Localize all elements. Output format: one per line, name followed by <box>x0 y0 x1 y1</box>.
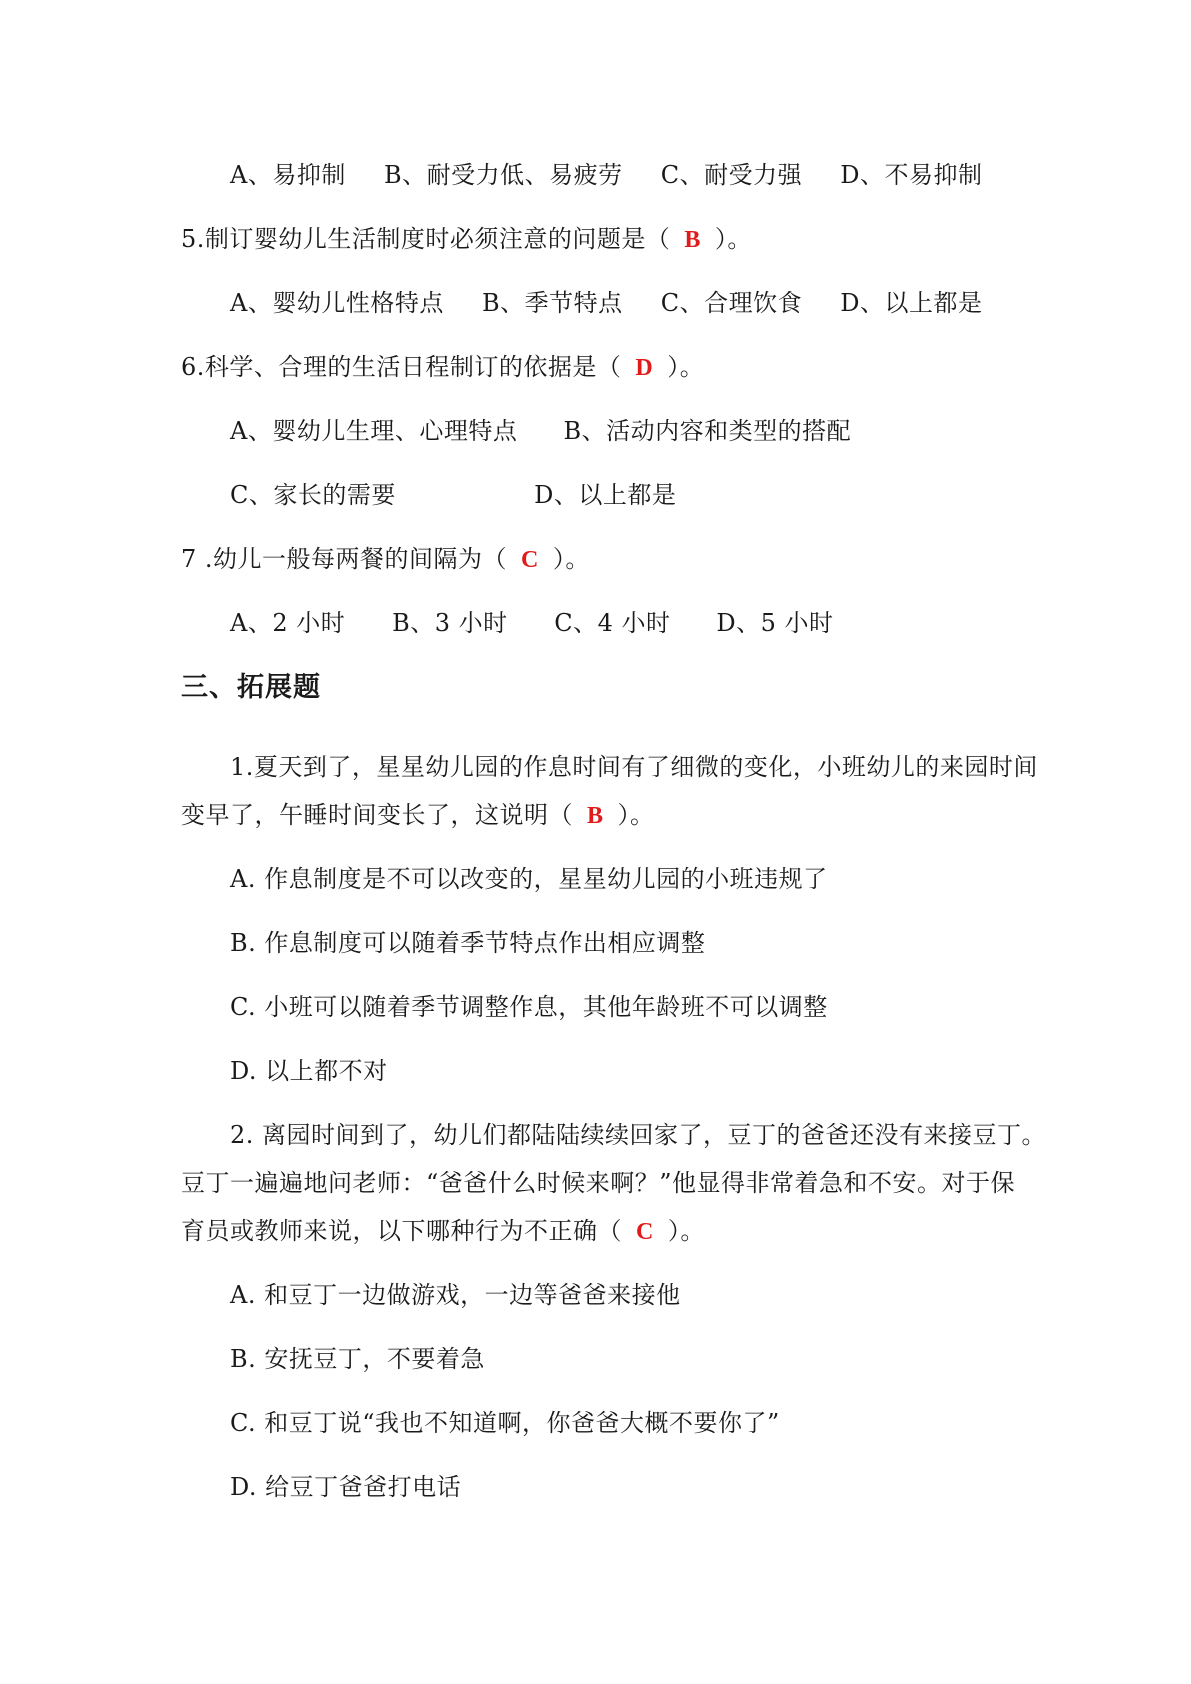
q4-options-row <box>230 160 983 190</box>
e1-stem-text-2: 变早了，午睡时间变长了，这说明（ <box>181 801 573 829</box>
q5-stem <box>181 224 752 255</box>
e1-option-b: B. 作息制度可以随着季节特点作出相应调整 <box>230 929 706 957</box>
q7-stem-close: ）。 <box>552 545 590 573</box>
q7-answer: C <box>521 547 539 573</box>
e2-stem-text-3: 育员或教师来说，以下哪种行为不正确（ <box>181 1217 622 1245</box>
e2-stem-close: ）。 <box>667 1217 705 1245</box>
q5-option-d: D、以上都是 <box>840 289 983 317</box>
q7-options-row <box>230 608 834 638</box>
e2-stem-text-2: 豆丁一遍遍地问老师：“爸爸什么时候来啊？”他显得非常着急和不安。对于保 <box>181 1169 1016 1197</box>
q7-option-b: B、3 小时 <box>392 609 508 637</box>
q7-stem <box>181 544 590 575</box>
e1-option-d: D. 以上都不对 <box>230 1057 388 1085</box>
e1-stem-close: ）。 <box>617 801 655 829</box>
q5-option-c: C、合理饮食 <box>660 289 803 317</box>
q5-answer: B <box>684 227 701 253</box>
e2-stem-line-2 <box>181 1168 1015 1198</box>
e1-stem-line-2 <box>181 800 655 831</box>
q6-option-d: D、以上都是 <box>534 481 677 509</box>
q4-option-c: C、耐受力强 <box>660 161 803 189</box>
q4-option-d: D、不易抑制 <box>840 161 983 189</box>
q4-option-b: B、耐受力低、易疲劳 <box>383 161 623 189</box>
q6-option-c: C、家长的需要 <box>230 481 396 509</box>
e2-option-d: D. 给豆丁爸爸打电话 <box>230 1473 462 1501</box>
q6-options-row-1 <box>230 416 851 446</box>
q5-stem-text: 5.制订婴幼儿生活制度时必须注意的问题是（ <box>181 225 671 253</box>
q5-option-b: B、季节特点 <box>481 289 623 317</box>
q6-option-a: A、婴幼儿生理、心理特点 <box>230 417 518 445</box>
q7-option-a: A、2 小时 <box>230 609 346 637</box>
q5-options-row <box>230 288 983 318</box>
e2-option-c: C. 和豆丁说“我也不知道啊，你爸爸大概不要你了” <box>230 1409 780 1437</box>
q6-answer: D <box>635 355 654 381</box>
e2-stem-line-3 <box>181 1216 705 1247</box>
e2-answer: C <box>636 1219 654 1245</box>
q4-option-a: A、易抑制 <box>230 161 346 189</box>
q6-stem <box>181 352 704 383</box>
section-heading: 三、拓展题 <box>181 672 321 703</box>
q6-stem-close: ）。 <box>667 353 705 381</box>
q6-option-b: B、活动内容和类型的搭配 <box>563 417 852 445</box>
q7-option-c: C、4 小时 <box>554 609 671 637</box>
e2-option-a: A. 和豆丁一边做游戏，一边等爸爸来接他 <box>230 1281 681 1309</box>
q7-option-d: D、5 小时 <box>716 609 834 637</box>
q5-stem-close: ）。 <box>714 225 752 253</box>
q7-stem-text: 7 .幼儿一般每两餐的间隔为（ <box>181 545 508 573</box>
q6-options-row-2 <box>230 480 676 510</box>
q5-option-a: A、婴幼儿性格特点 <box>230 289 444 317</box>
e2-option-b: B. 安抚豆丁，不要着急 <box>230 1345 485 1373</box>
e2-stem-line-1 <box>230 1120 1046 1150</box>
e1-answer: B <box>587 803 604 829</box>
e1-stem-text-1: 1.夏天到了，星星幼儿园的作息时间有了细微的变化，小班幼儿的来园时间 <box>230 753 1038 781</box>
e2-stem-text-1: 2. 离园时间到了，幼儿们都陆陆续续回家了，豆丁的爸爸还没有来接豆丁。 <box>230 1121 1047 1149</box>
e1-option-c: C. 小班可以随着季节调整作息，其他年龄班不可以调整 <box>230 993 828 1021</box>
e1-option-a: A. 作息制度是不可以改变的，星星幼儿园的小班违规了 <box>230 865 828 893</box>
e1-stem-line-1 <box>230 752 1038 782</box>
q6-stem-text: 6.科学、合理的生活日程制订的依据是（ <box>181 353 622 381</box>
